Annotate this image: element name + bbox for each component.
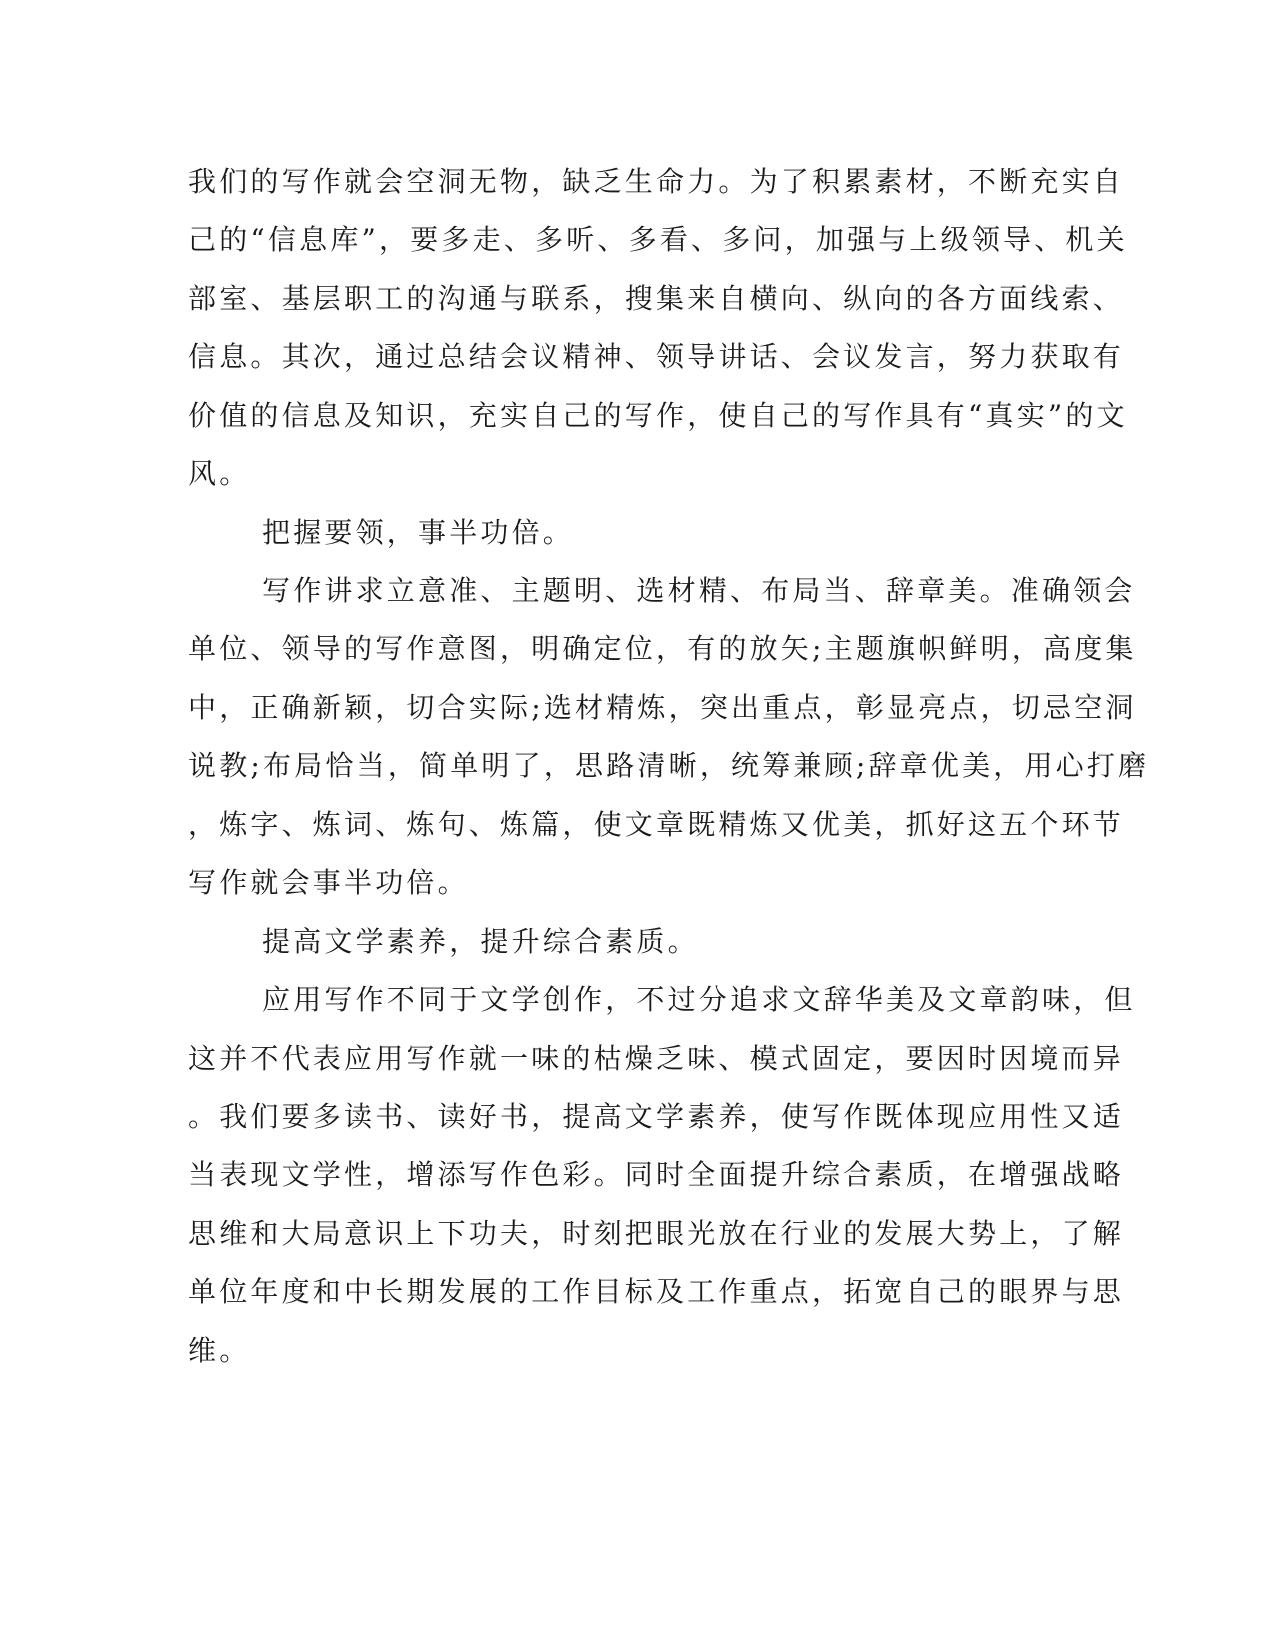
text-line: 思维和大局意识上下功夫，时刻把眼光放在行业的发展大势上，了解 <box>188 1217 1125 1250</box>
text-line: 单位年度和中长期发展的工作目标及工作重点，拓宽自己的眼界与思 <box>188 1275 1125 1308</box>
text-line: 应用写作不同于文学创作，不过分追求文辞华美及文章韵味，但 <box>262 983 1136 1016</box>
text-line: ，炼字、炼词、炼句、炼篇，使文章既精炼又优美，抓好这五个环节 <box>188 808 1125 841</box>
text-line: 我们的写作就会空洞无物，缺乏生命力。为了积累素材，不断充实自 <box>188 165 1125 198</box>
text-line: 。我们要多读书、读好书，提高文学素养，使写作既体现应用性又适 <box>188 1100 1125 1133</box>
text-line: 单位、领导的写作意图，明确定位，有的放矢;主题旗帜鲜明，高度集 <box>188 632 1137 665</box>
text-line: 写作就会事半功倍。 <box>188 866 469 899</box>
section-heading: 把握要领，事半功倍。 <box>262 516 575 549</box>
text-line: 中，正确新颖，切合实际;选材精炼，突出重点，彰显亮点，切忌空洞 <box>188 691 1137 724</box>
section-heading: 提高文学素养，提升综合素质。 <box>262 925 699 958</box>
text-line: 信息。其次，通过总结会议精神、领导讲话、会议发言，努力获取有 <box>188 340 1125 373</box>
text-line: 价值的信息及知识，充实自己的写作，使自己的写作具有“真实”的文 <box>188 399 1128 432</box>
text-line: 这并不代表应用写作就一味的枯燥乏味、模式固定，要因时因境而异 <box>188 1042 1125 1075</box>
text-line: 风。 <box>188 457 251 490</box>
text-line: 写作讲求立意准、主题明、选材精、布局当、辞章美。准确领会 <box>262 574 1136 607</box>
text-line: 维。 <box>188 1334 251 1367</box>
text-line: 当表现文学性，增添写作色彩。同时全面提升综合素质，在增强战略 <box>188 1158 1125 1191</box>
text-line: 部室、基层职工的沟通与联系，搜集来自横向、纵向的各方面线索、 <box>188 282 1125 315</box>
text-line: 说教;布局恰当，简单明了，思路清晰，统筹兼顾;辞章优美，用心打磨 <box>188 749 1150 782</box>
text-line: 己的“信息库”，要多走、多听、多看、多问，加强与上级领导、机关 <box>188 223 1128 256</box>
